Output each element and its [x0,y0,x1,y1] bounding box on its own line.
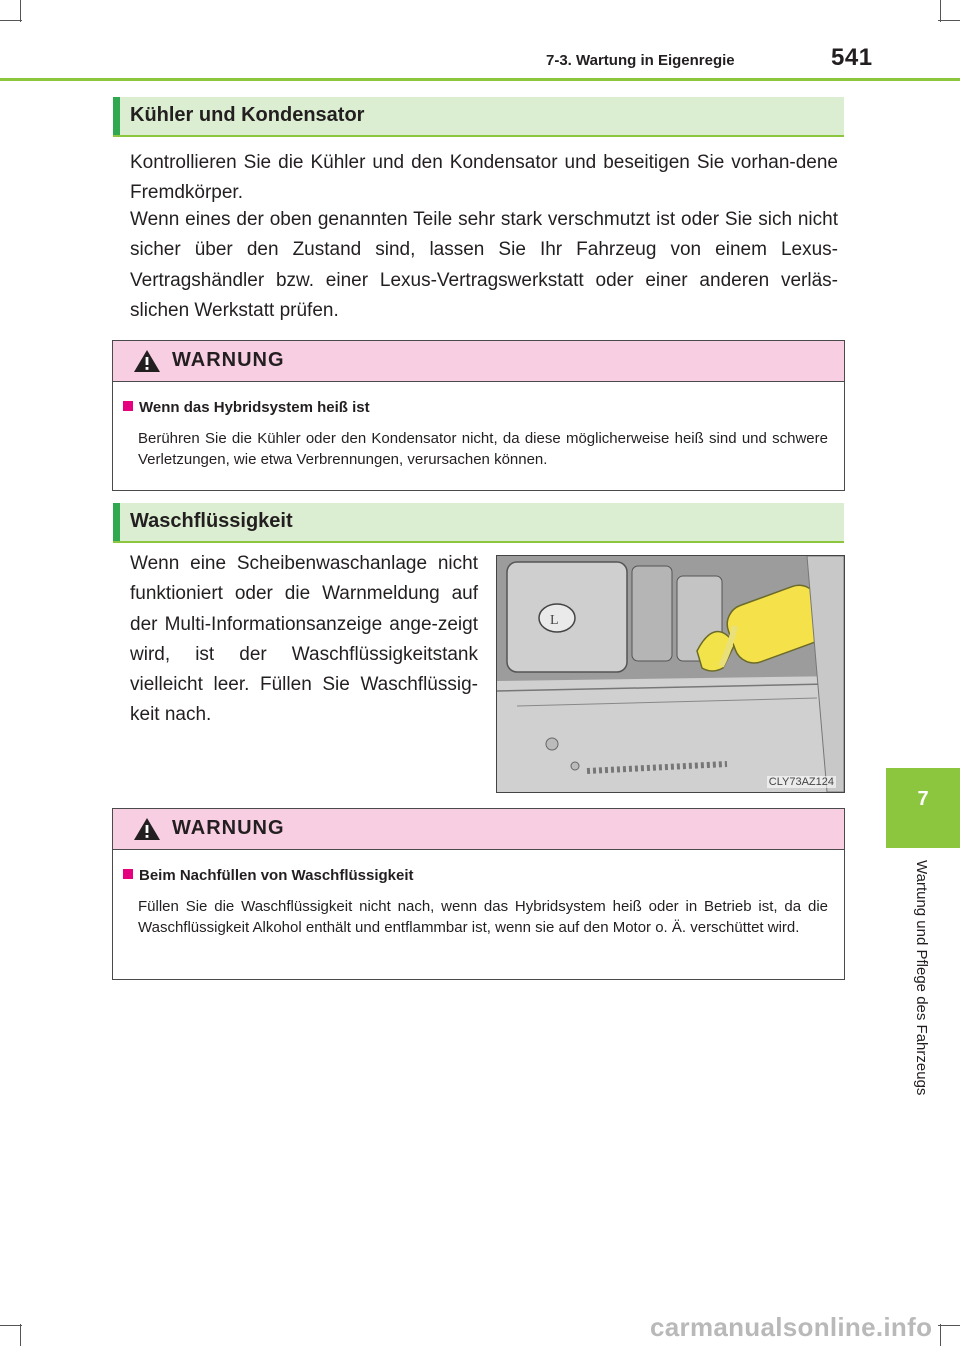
svg-text:L: L [550,613,559,628]
figure-code: CLY73AZ124 [768,776,834,788]
section-heading-kuehler [113,97,844,137]
crop-mark [940,1324,941,1346]
crop-mark [20,1324,21,1346]
crop-mark [940,0,941,22]
warning-header [113,341,844,382]
warning-box [112,340,845,491]
bullet-square-icon [123,401,133,411]
warning-triangle-icon [133,817,161,841]
crop-mark [938,1325,960,1326]
warning-text: Berühren Sie die Kühler oder den Kondensator nicht, da diese möglicherweise heiß sind und schwere Verletzungen, wie etwa Verbrennungen, verursachen können. [138,430,828,468]
section-heading-waschfluessigkeit [113,503,844,543]
page-number: 541 [831,44,873,71]
crop-mark [0,1325,22,1326]
running-header: 7-3. Wartung in Eigenregie [546,52,735,69]
body-paragraph: Wenn eine Scheibenwaschanlage nicht funktioniert oder die Warnmeldung auf der Multi-Informationsanzeige ange-zeigt wird, ist der Waschflüssigkeitstank vielleicht leer. Füllen Sie Waschflüssig-keit nach. [130,553,478,726]
chapter-number: 7 [917,788,929,810]
section-title: Kühler und Kondensator [130,104,365,126]
section-title: Waschflüssigkeit [130,510,293,532]
body-paragraph: Kontrollieren Sie die Kühler und den Kondensator und beseitigen Sie vorhan-dene Fremdkörper. [130,152,838,204]
crop-mark [20,0,21,22]
warning-item-label: Beim Nachfüllen von Waschflüssigkeit [139,867,414,884]
crop-mark [938,20,960,21]
chapter-title-vertical [910,860,934,1130]
crop-mark [0,20,22,21]
section-heading-bar [113,503,120,541]
engine-bay-drawing [497,556,844,792]
warning-item-label: Wenn das Hybridsystem heiß ist [139,399,370,416]
warning-title: WARNUNG [172,817,285,839]
engine-bay-illustration [496,555,845,793]
warning-item-title [123,867,414,884]
chapter-tab [886,768,960,848]
body-paragraph: Wenn eines der oben genannten Teile sehr stark verschmutzt ist oder Sie sich nicht sicher über den Zustand sind, lassen Sie Ihr Fahrzeug von einem Lexus-Vertragshändler bzw. einer Lexus-Vertragswerkstatt oder einer anderen verläs-slichen Werkstatt prüfen. [130,209,838,321]
bullet-square-icon [123,869,133,879]
warning-header [113,809,844,850]
warning-item-title [123,399,370,416]
warning-triangle-icon [133,349,161,373]
warning-title: WARNUNG [172,349,285,371]
header-rule [0,78,960,81]
chapter-title: Wartung und Pflege des Fahrzeugs [913,860,930,1096]
warning-text: Füllen Sie die Waschflüssigkeit nicht nach, wenn das Hybridsystem heiß oder in Betrieb ist, da die Waschflüssigkeit Alkohol enthält und entflammbar ist, wenn sie auf den Motor o. Ä. verschüttet wird. [138,898,828,936]
watermark: carmanualsonline.info [650,1312,933,1342]
section-heading-bar [113,97,120,135]
warning-box [112,808,845,980]
